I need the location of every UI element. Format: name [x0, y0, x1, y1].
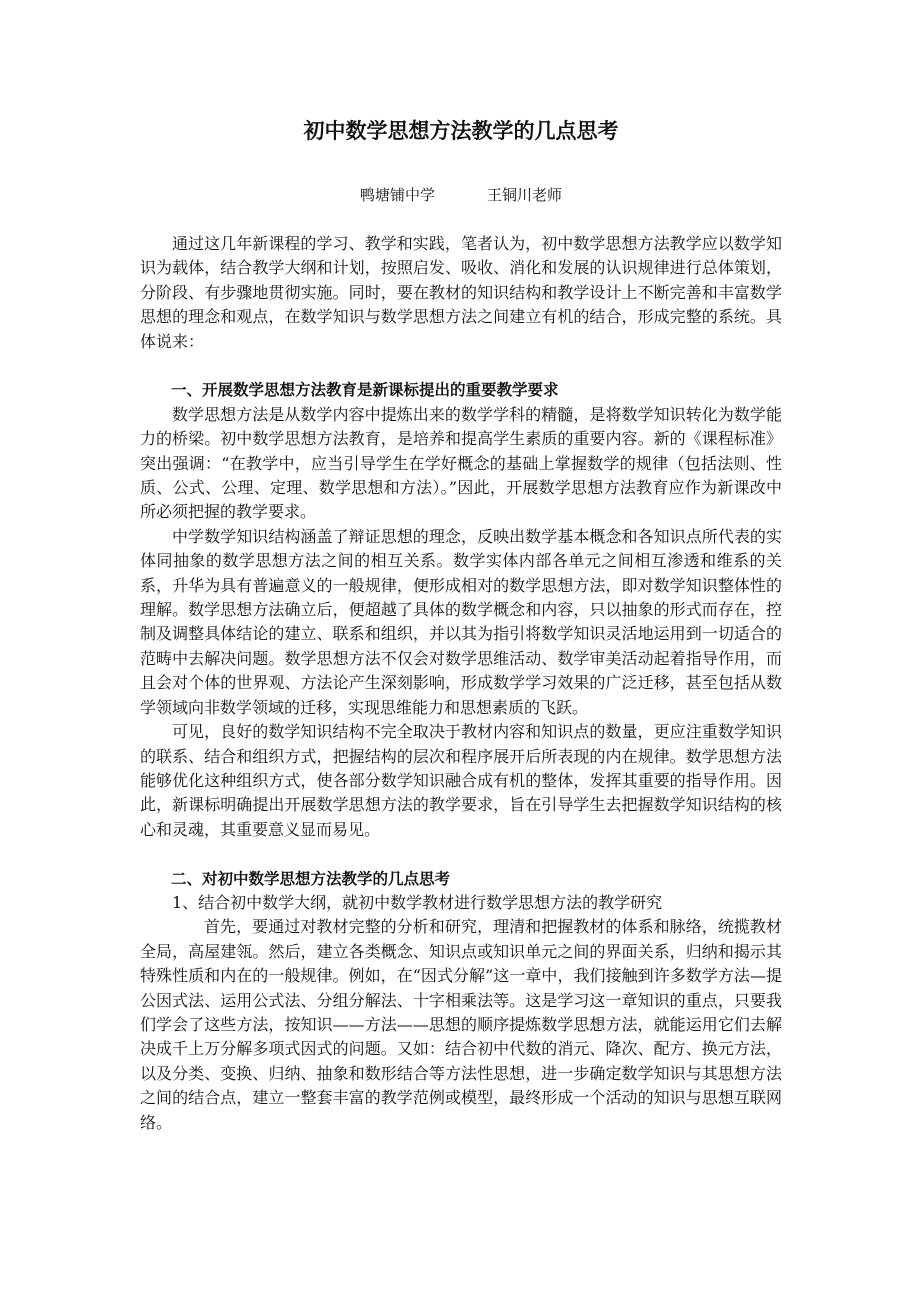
school-name: 鸭塘铺中学	[359, 186, 435, 204]
document-body	[140, 232, 782, 1135]
section-2-subheading-1: 1、结合初中数学大纲，就初中数学教材进行数学思想方法的教学研究	[172, 892, 663, 912]
byline	[140, 183, 782, 207]
section-1-heading: 一、开展数学思想方法教育是新课标提出的重要教学要求	[171, 381, 559, 400]
section-1-paragraph-1: 数学思想方法是从数学内容中提炼出来的数学学科的精髓，是将数学知识转化为数学能力的桥梁。初中数学思想方法教育，是培养和提高学生素质的重要内容。新的《课程标准》突出强调：“在教学中，应当引导学生在学好概念的基础上掌握数学的规律（包括法则、性质、公式、公理、定理、数学思想和方法）。”因此，开展数学思想方法教育应作为新课改中所必须把握的教学要求。	[140, 404, 782, 522]
section-1-paragraph-3: 可见，良好的数学知识结构不完全取决于教材内容和知识点的数量，更应注重数学知识的联系、结合和组织方式，把握结构的层次和程序展开后所表现的内在规律。数学思想方法能够优化这种组织方式，使各部分数学知识融合成有机的整体，发挥其重要的指导作用。因此，新课标明确提出开展数学思想方法的教学要求，旨在引导学生去把握数学知识结构的核心和灵魂，其重要意义显而易见。	[140, 722, 782, 839]
author-name: 王铜川老师	[487, 186, 563, 204]
section-1-paragraph-2: 中学数学知识结构涵盖了辩证思想的理念，反映出数学基本概念和各知识点所代表的实体同抽象的数学思想方法之间的相互关系。数学实体内部各单元之间相互渗透和维系的关系，升华为具有普遍意义的一般规律，便形成相对的数学思想方法，即对数学知识整体性的理解。数学思想方法确立后，便超越了具体的数学概念和内容，只以抽象的形式而存在，控制及调整具体结论的建立、联系和组织，并以其为指引将数学知识灵活地运用到一切适合的范畴中去解决问题。数学思想方法不仅会对数学思维活动、数学审美活动起着指导作用，而且会对个体的世界观、方法论产生深刻影响，形成数学学习效果的广泛迁移，甚至包括从数学领域向非数学领域的迁移，实现思维能力和思想素质的飞跃。	[140, 526, 782, 717]
section-2-paragraph-1: 首先，要通过对教材完整的分析和研究，理清和把握教材的体系和脉络，统揽教材全局，高屋建瓴。然后，建立各类概念、知识点或知识单元之间的界面关系，归纳和揭示其特殊性质和内在的一般规律。例如，在“因式分解”这一章中，我们接触到许多数学方法—提公因式法、运用公式法、分组分解法、十字相乘法等。这是学习这一章知识的重点，只要我们学会了这些方法，按知识——方法——思想的顺序提炼数学思想方法，就能运用它们去解决成千上万分解多项式因式的问题。又如：结合初中代数的消元、降次、配方、换元方法，以及分类、变换、归纳、抽象和数形结合等方法性思想，进一步确定数学知识与其思想方法之间的结合点，建立一整套丰富的教学范例或模型，最终形成一个活动的知识与思想互联网络。	[140, 917, 782, 1132]
page-title: 初中数学思想方法教学的几点思考	[303, 119, 619, 143]
section-2-heading: 二、对初中数学思想方法教学的几点思考	[171, 869, 451, 888]
intro-paragraph: 通过这几年新课程的学习、教学和实践，笔者认为，初中数学思想方法教学应以数学知识为载体，结合教学大纲和计划，按照启发、吸收、消化和发展的认识规律进行总体策划，分阶段、有步骤地贯彻实施。同时，要在教材的知识结构和教学设计上不断完善和丰富数学思想的理念和观点，在数学知识与数学思想方法之间建立有机的结合，形成完整的系统。具体说来：	[140, 234, 782, 351]
